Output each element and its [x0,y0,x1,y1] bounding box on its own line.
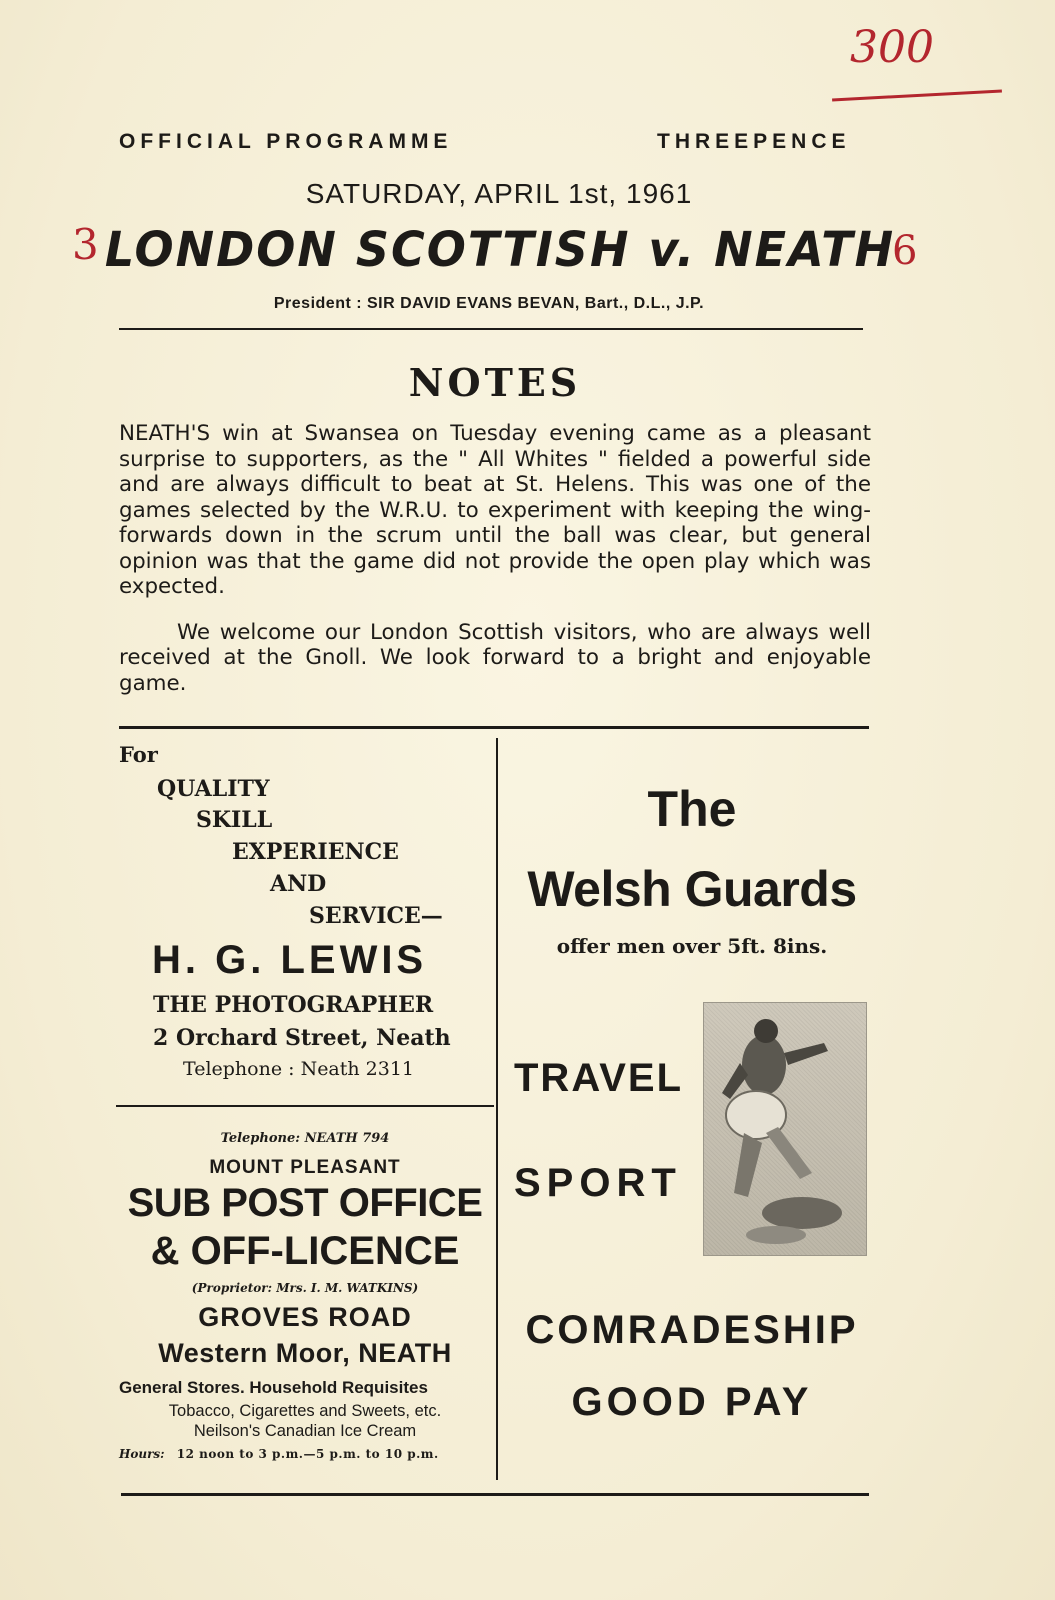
post-hours: Hours: 12 noon to 3 p.m.—5 p.m. to 10 p.m. [119,1447,439,1461]
post-phone: Telephone: NEATH 794 [220,1131,390,1146]
lewis-and: AND [270,871,327,897]
handwritten-away-score: 6 [892,228,918,274]
lewis-name: H. G. LEWIS [152,938,428,982]
guards-name: Welsh Guards [527,861,857,917]
post-road: GROVES ROAD [198,1302,412,1332]
match-title: LONDON SCOTTISH v. NEATH [104,220,896,278]
guards-offer: offer men over 5ft. 8ins. [556,934,828,958]
header-rule [119,328,863,330]
lewis-address: 2 Orchard Street, Neath [153,1025,451,1051]
post-area: Western Moor, NEATH [158,1338,452,1368]
notes-paragraph-2: We welcome our London Scottish visitors, who are always well received at the Gnoll. We look forward to a bright and enjoyable game. [119,619,871,696]
guards-travel: TRAVEL [514,1056,684,1100]
post-title-1: SUB POST OFFICE [127,1181,483,1225]
notes-body [119,421,871,696]
post-title-2: & OFF-LICENCE [150,1229,460,1273]
lewis-trade: THE PHOTOGRAPHER [153,992,434,1018]
lewis-experience: EXPERIENCE [232,839,399,865]
handwritten-underline [832,90,1002,102]
official-programme-label: OFFICIAL PROGRAMME [119,130,453,153]
club-president: President : SIR DAVID EVANS BEVAN, Bart., D.L., J.P. [273,295,705,312]
left-ads-divider [116,1105,494,1107]
ads-vertical-rule [496,738,498,1480]
lewis-service: SERVICE— [309,903,443,929]
rugby-player-image [704,1003,866,1255]
guards-sport: SPORT [514,1161,682,1205]
notes-title: NOTES [408,360,582,405]
lewis-skill: SKILL [196,807,273,833]
soldier-sport-photo [703,1002,867,1256]
notes-paragraph-1: NEATH'S win at Swansea on Tuesday evening came as a pleasant surprise to supporters, as the " All Whites " fielded a powerful side and are always difficult to beat at St. Helens. This was one of the games selected by the W.R.U. to experiment with keeping the wing-forwards down in the scrum until the ball was clear, but general opinion was that the game did not provide the open play which was expected. [119,421,871,599]
post-goods-2: Tobacco, Cigarettes and Sweets, etc. [168,1402,442,1420]
lewis-for: For [119,742,158,767]
guards-the: The [647,781,737,837]
lewis-phone: Telephone : Neath 2311 [183,1058,415,1080]
guards-pay: GOOD PAY [571,1380,813,1424]
price-label: THREEPENCE [657,130,851,153]
match-date: SATURDAY, APRIL 1st, 1961 [305,178,693,209]
post-goods-3: Neilson's Canadian Ice Cream [193,1422,417,1440]
lewis-quality: QUALITY [157,776,270,802]
post-place: MOUNT PLEASANT [209,1157,401,1178]
post-goods-1: General Stores. Household Requisites [119,1378,428,1397]
handwritten-price: 300 [850,22,934,73]
notes-bottom-rule [119,726,869,729]
guards-comradeship: COMRADESHIP [525,1308,859,1352]
page-bottom-rule [121,1493,869,1496]
post-proprietor: (Proprietor: Mrs. I. M. WATKINS) [191,1281,419,1295]
handwritten-home-score: 3 [72,220,99,269]
